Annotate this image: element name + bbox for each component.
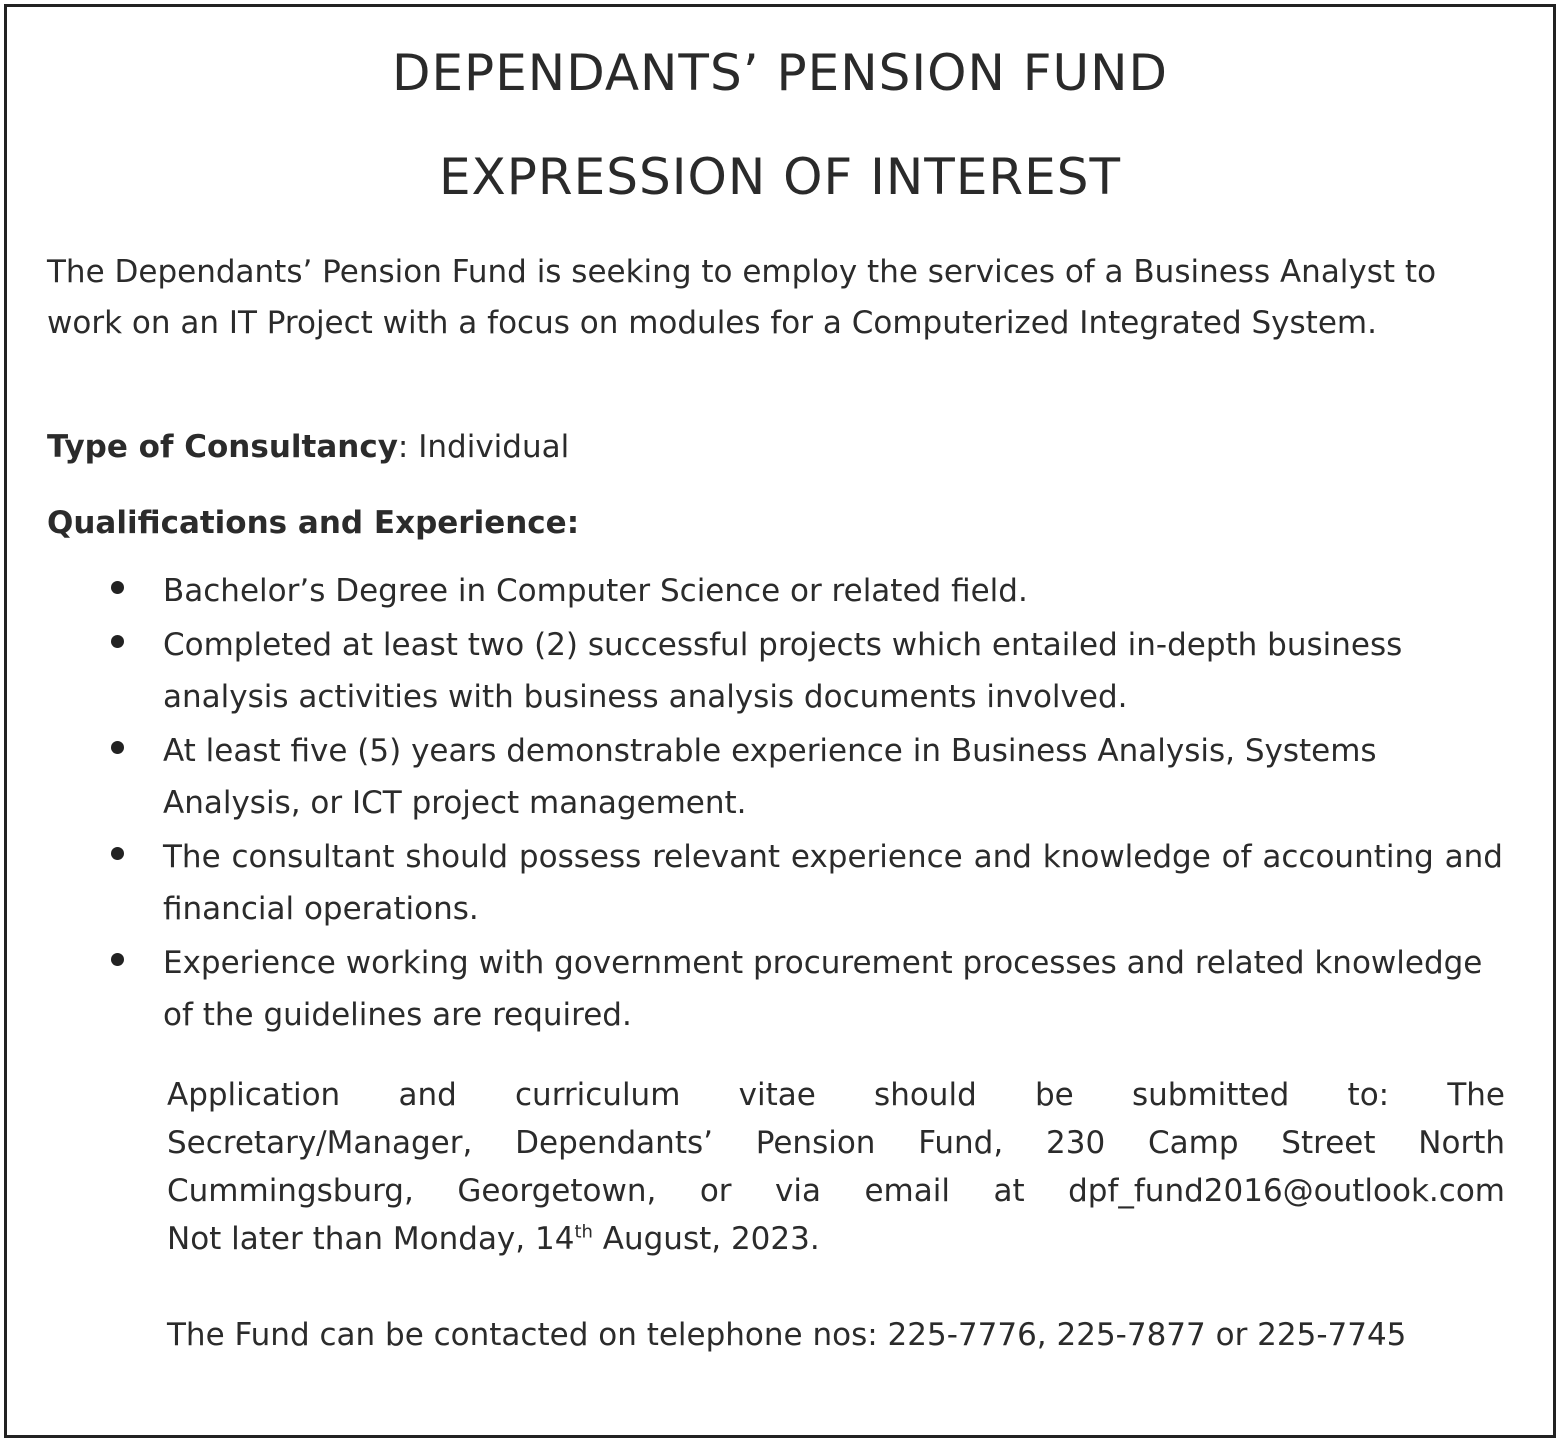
consultancy-type xyxy=(47,423,569,471)
bullet-icon xyxy=(111,847,124,860)
list-item xyxy=(103,619,1503,723)
consultancy-value: Individual xyxy=(418,429,570,465)
deadline-suffix: August, 2023. xyxy=(592,1221,820,1257)
intro-paragraph: The Dependants’ Pension Fund is seeking to employ the services of a Business Analyst to work on an IT Project with a focus on modules for a Computerized Integrated System. xyxy=(47,254,1437,341)
list-item xyxy=(103,725,1503,829)
notice-frame xyxy=(4,4,1556,1438)
deadline-prefix: Not later than Monday, 14 xyxy=(167,1221,575,1257)
list-item xyxy=(103,937,1503,1041)
qualification-text: The consultant should possess relevant experience and knowledge of accounting and financial operations. xyxy=(163,839,1503,927)
bullet-icon xyxy=(111,953,124,966)
consultancy-label: Type of Consultancy xyxy=(47,429,398,465)
notice-subtitle: EXPRESSION OF INTEREST xyxy=(438,148,1122,206)
submission-line: Application and curriculum vitae should be submitted to: The xyxy=(167,1077,1505,1113)
qualification-text: Experience working with government procurement processes and related knowledge of the guidelines are required. xyxy=(163,945,1483,1033)
qualifications-list xyxy=(103,565,1503,1043)
list-item xyxy=(103,831,1503,935)
deadline-ordinal: th xyxy=(574,1221,593,1243)
submission-line: Cummingsburg, Georgetown, or via email at dpf_fund2016@outlook.com xyxy=(167,1173,1505,1209)
qualification-text: Completed at least two (2) successful projects which entailed in-depth business analysis activities with business analysis documents involved. xyxy=(163,627,1403,715)
contact-paragraph: The Fund can be contacted on telephone nos: 225-7776, 225-7877 or 225-7745 xyxy=(167,1317,1407,1353)
list-item xyxy=(103,565,1503,617)
submission-deadline xyxy=(167,1215,1505,1263)
bullet-icon xyxy=(111,581,124,594)
qualifications-heading: Qualifications and Experience: xyxy=(47,505,580,541)
submission-paragraph xyxy=(167,1071,1505,1263)
bullet-icon xyxy=(111,741,124,754)
submission-line: Secretary/Manager, Dependants’ Pension Fund, 230 Camp Street North xyxy=(167,1125,1505,1161)
qualification-text: Bachelor’s Degree in Computer Science or related field. xyxy=(163,573,1028,609)
notice-title: DEPENDANTS’ PENSION FUND xyxy=(391,44,1169,102)
consultancy-separator: : xyxy=(397,429,409,465)
bullet-icon xyxy=(111,635,124,648)
qualification-text: At least five (5) years demonstrable experience in Business Analysis, Systems Analysis, or ICT project management. xyxy=(163,733,1377,821)
